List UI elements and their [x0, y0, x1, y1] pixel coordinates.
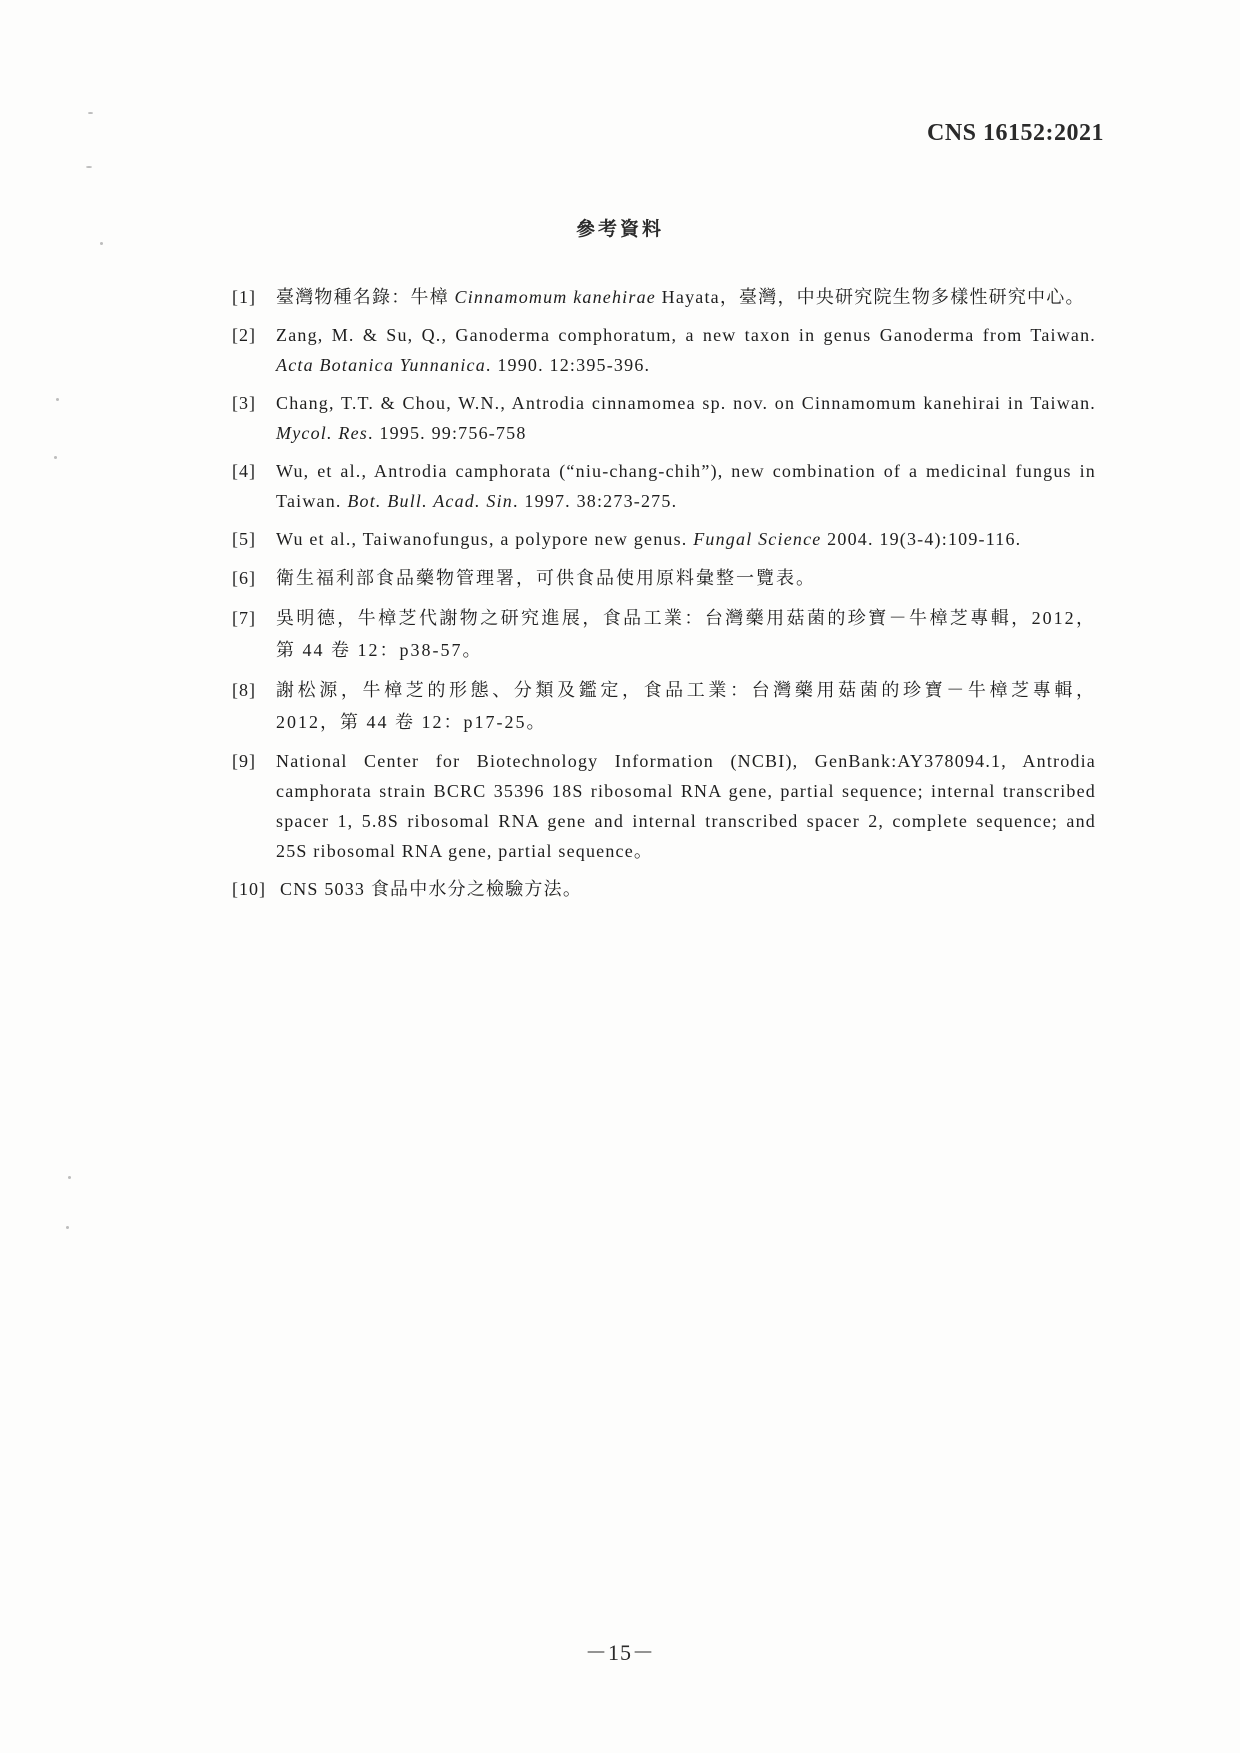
reference-label: [5]: [232, 529, 256, 549]
reference-label: [1]: [232, 287, 256, 307]
reference-text: [276, 568, 816, 588]
reference-run: 謝松源，牛樟芝的形態、分類及鑑定，食品工業：台灣藥用菇菌的珍寶－牛樟芝專輯，2012，第 44 卷 12：p17-25。: [276, 680, 1096, 732]
reference-run: CNS 5033 食品中水分之檢驗方法。: [280, 879, 583, 899]
page-number: －15－: [584, 1640, 655, 1665]
reference-label: [4]: [232, 461, 256, 481]
reference-item: [232, 388, 1096, 448]
reference-run: . 1997. 38:273-275.: [512, 491, 678, 511]
reference-italic-run: Bot. Bull. Acad. Sin: [347, 491, 513, 511]
reference-italic-run: Fungal Science: [693, 529, 822, 549]
reference-label: [8]: [232, 680, 256, 700]
reference-run: 衛生福利部食品藥物管理署，可供食品使用原料彙整一覽表。: [276, 568, 816, 588]
reference-item: [232, 602, 1096, 666]
scan-speck: [100, 242, 103, 245]
standard-code: CNS 16152:2021: [926, 120, 1104, 146]
reference-text: [276, 751, 1096, 861]
reference-label: [9]: [232, 751, 256, 771]
reference-item: [232, 874, 1096, 904]
reference-italic-run: Mycol. Res: [276, 423, 368, 443]
reference-run: 臺灣物種名錄：牛樟: [276, 287, 455, 307]
reference-label: [3]: [232, 393, 256, 413]
reference-run: 吳明德，牛樟芝代謝物之研究進展，食品工業：台灣藥用菇菌的珍寶－牛樟芝專輯，2012，第 44 卷 12：p38-57。: [276, 608, 1096, 660]
reference-run: Chang, T.T. & Chou, W.N., Antrodia cinnamomea sp. nov. on Cinnamomum kanehirai in Taiwan.: [276, 393, 1096, 413]
scan-speck: [56, 398, 59, 401]
reference-item: [232, 674, 1096, 738]
reference-label: [2]: [232, 325, 256, 345]
reference-item: [232, 320, 1096, 380]
reference-item: [232, 524, 1096, 554]
reference-label: [7]: [232, 608, 256, 628]
reference-run: Zang, M. & Su, Q., Ganoderma comphoratum, a new taxon in genus Ganoderma from Taiwan.: [276, 325, 1096, 345]
scan-speck: [66, 1226, 69, 1229]
reference-run: . 1995. 99:756-758: [367, 423, 527, 443]
section-title: 參考資料: [575, 218, 664, 240]
reference-item: [232, 562, 1096, 594]
scan-speck: [86, 166, 92, 168]
reference-run: Wu, et al., Antrodia camphorata (“niu-chang-chih”), new combination of a medicinal fungus in Taiwan.: [276, 461, 1096, 511]
reference-run: 2004. 19(3-4):109-116.: [821, 529, 1022, 549]
reference-label: [10]: [232, 879, 266, 899]
scan-speck: [88, 112, 93, 114]
reference-list: [232, 282, 1096, 912]
reference-text: [280, 879, 582, 899]
reference-item: [232, 282, 1096, 312]
reference-label: [6]: [232, 568, 256, 588]
reference-text: [276, 461, 1096, 511]
reference-text: [276, 393, 1096, 443]
reference-run: National Center for Biotechnology Information (NCBI), GenBank:AY378094.1, Antrodia camphorata strain BCRC 35396 18S ribosomal RNA gene, partial sequence; internal transcribed spacer 1, 5.8S ribosomal RNA gene and internal transcribed spacer 2, complete sequence; and 25S ribosomal RNA gene, partial sequence。: [276, 751, 1096, 861]
reference-run: . 1990. 12:395-396.: [485, 355, 651, 375]
reference-run: Hayata，臺灣，中央研究院生物多樣性研究中心。: [655, 287, 1085, 307]
reference-run: Wu et al., Taiwanofungus, a polypore new genus.: [276, 529, 694, 549]
reference-text: [276, 608, 1096, 660]
reference-italic-run: Cinnamomum kanehirae: [454, 287, 656, 307]
scan-speck: [68, 1176, 71, 1179]
scan-speck: [54, 456, 57, 459]
reference-item: [232, 456, 1096, 516]
reference-item: [232, 746, 1096, 866]
reference-text: [276, 680, 1096, 732]
reference-text: [276, 325, 1096, 375]
reference-italic-run: Acta Botanica Yunnanica: [276, 355, 486, 375]
reference-text: [276, 287, 1085, 307]
reference-text: [276, 529, 1021, 549]
